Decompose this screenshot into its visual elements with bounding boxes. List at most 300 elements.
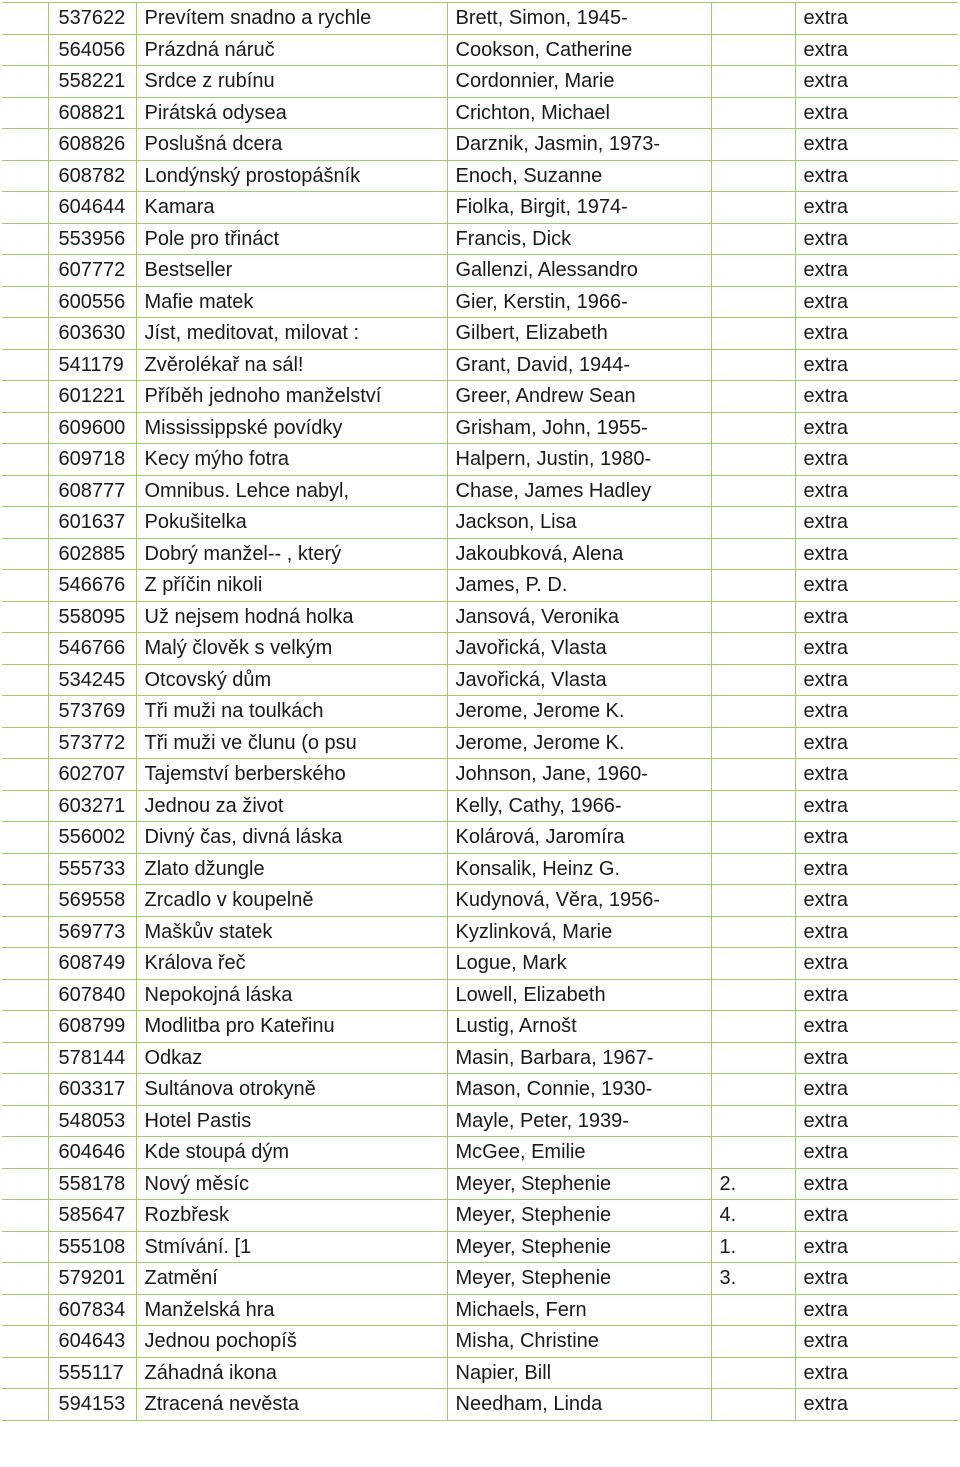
table-row xyxy=(2,444,958,476)
table-row xyxy=(2,1357,958,1389)
book-title-cell: Kamara xyxy=(136,192,447,224)
table-row xyxy=(2,1200,958,1232)
book-category-cell: extra xyxy=(795,34,958,66)
book-volume-cell xyxy=(711,1294,795,1326)
table-row xyxy=(2,3,958,35)
book-author-cell: Mayle, Peter, 1939- xyxy=(447,1105,711,1137)
book-volume-cell: 2. xyxy=(711,1168,795,1200)
row-margin-cell xyxy=(2,444,48,476)
book-id-cell: 534245 xyxy=(48,664,136,696)
row-margin-cell xyxy=(2,381,48,413)
book-id-cell: 558095 xyxy=(48,601,136,633)
book-volume-cell xyxy=(711,1011,795,1043)
book-author-cell: Jansová, Veronika xyxy=(447,601,711,633)
book-id-cell: 603317 xyxy=(48,1074,136,1106)
book-volume-cell xyxy=(711,66,795,98)
book-id-cell: 602707 xyxy=(48,759,136,791)
book-volume-cell xyxy=(711,759,795,791)
book-id-cell: 569558 xyxy=(48,885,136,917)
table-row xyxy=(2,948,958,980)
row-margin-cell xyxy=(2,507,48,539)
book-author-cell: Lowell, Elizabeth xyxy=(447,979,711,1011)
row-margin-cell xyxy=(2,129,48,161)
book-author-cell: Javořická, Vlasta xyxy=(447,664,711,696)
table-row xyxy=(2,664,958,696)
book-id-cell: 608782 xyxy=(48,160,136,192)
row-margin-cell xyxy=(2,664,48,696)
book-id-cell: 594153 xyxy=(48,1389,136,1421)
book-author-cell: Jackson, Lisa xyxy=(447,507,711,539)
row-margin-cell xyxy=(2,948,48,980)
row-margin-cell xyxy=(2,1263,48,1295)
book-category-cell: extra xyxy=(795,1200,958,1232)
book-volume-cell xyxy=(711,822,795,854)
book-title-cell: Londýnský prostopášník xyxy=(136,160,447,192)
book-category-cell: extra xyxy=(795,1326,958,1358)
table-row xyxy=(2,223,958,255)
book-title-cell: Maškův statek xyxy=(136,916,447,948)
book-title-cell: Srdce z rubínu xyxy=(136,66,447,98)
book-id-cell: 558221 xyxy=(48,66,136,98)
book-title-cell: Zvěrolékař na sál! xyxy=(136,349,447,381)
book-id-cell: 602885 xyxy=(48,538,136,570)
table-row xyxy=(2,1042,958,1074)
book-title-cell: Stmívání. [1 xyxy=(136,1231,447,1263)
book-title-cell: Poslušná dcera xyxy=(136,129,447,161)
book-author-cell: Misha, Christine xyxy=(447,1326,711,1358)
book-id-cell: 585647 xyxy=(48,1200,136,1232)
book-id-cell: 603630 xyxy=(48,318,136,350)
row-margin-cell xyxy=(2,759,48,791)
book-category-cell: extra xyxy=(795,3,958,35)
table-row xyxy=(2,1105,958,1137)
book-title-cell: Omnibus. Lehce nabyl, xyxy=(136,475,447,507)
book-category-cell: extra xyxy=(795,570,958,602)
book-volume-cell: 4. xyxy=(711,1200,795,1232)
book-volume-cell xyxy=(711,318,795,350)
book-volume-cell xyxy=(711,223,795,255)
row-margin-cell xyxy=(2,853,48,885)
book-title-cell: Zrcadlo v koupelně xyxy=(136,885,447,917)
row-margin-cell xyxy=(2,696,48,728)
book-id-cell: 603271 xyxy=(48,790,136,822)
book-volume-cell xyxy=(711,853,795,885)
book-id-cell: 555108 xyxy=(48,1231,136,1263)
table-row xyxy=(2,1168,958,1200)
table-row xyxy=(2,349,958,381)
table-row xyxy=(2,1294,958,1326)
book-author-cell: Crichton, Michael xyxy=(447,97,711,129)
book-id-cell: 569773 xyxy=(48,916,136,948)
row-margin-cell xyxy=(2,1137,48,1169)
book-author-cell: Darznik, Jasmin, 1973- xyxy=(447,129,711,161)
book-category-cell: extra xyxy=(795,696,958,728)
book-id-cell: 607840 xyxy=(48,979,136,1011)
book-title-cell: Nový měsíc xyxy=(136,1168,447,1200)
book-title-cell: Ztracená nevěsta xyxy=(136,1389,447,1421)
row-margin-cell xyxy=(2,1011,48,1043)
book-id-cell: 579201 xyxy=(48,1263,136,1295)
book-author-cell: Masin, Barbara, 1967- xyxy=(447,1042,711,1074)
book-volume-cell xyxy=(711,916,795,948)
table-row xyxy=(2,286,958,318)
book-title-cell: Kecy mýho fotra xyxy=(136,444,447,476)
row-margin-cell xyxy=(2,538,48,570)
book-id-cell: 556002 xyxy=(48,822,136,854)
row-margin-cell xyxy=(2,885,48,917)
book-volume-cell xyxy=(711,948,795,980)
row-margin-cell xyxy=(2,286,48,318)
book-author-cell: Mason, Connie, 1930- xyxy=(447,1074,711,1106)
book-category-cell: extra xyxy=(795,255,958,287)
row-margin-cell xyxy=(2,790,48,822)
book-category-cell: extra xyxy=(795,633,958,665)
book-title-cell: Jíst, meditovat, milovat : xyxy=(136,318,447,350)
book-volume-cell xyxy=(711,538,795,570)
book-category-cell: extra xyxy=(795,790,958,822)
book-category-cell: extra xyxy=(795,1389,958,1421)
book-volume-cell xyxy=(711,160,795,192)
book-author-cell: Enoch, Suzanne xyxy=(447,160,711,192)
book-id-cell: 573769 xyxy=(48,696,136,728)
book-title-cell: Mississippské povídky xyxy=(136,412,447,444)
book-id-cell: 607834 xyxy=(48,1294,136,1326)
book-volume-cell xyxy=(711,1042,795,1074)
row-margin-cell xyxy=(2,1168,48,1200)
row-margin-cell xyxy=(2,66,48,98)
table-row xyxy=(2,66,958,98)
table-row xyxy=(2,696,958,728)
book-volume-cell xyxy=(711,192,795,224)
book-category-cell: extra xyxy=(795,286,958,318)
book-title-cell: Jednou za život xyxy=(136,790,447,822)
book-volume-cell xyxy=(711,349,795,381)
book-category-cell: extra xyxy=(795,507,958,539)
book-title-cell: Dobrý manžel-- , který xyxy=(136,538,447,570)
book-category-cell: extra xyxy=(795,66,958,98)
book-category-cell: extra xyxy=(795,853,958,885)
book-author-cell: Halpern, Justin, 1980- xyxy=(447,444,711,476)
row-margin-cell xyxy=(2,192,48,224)
book-volume-cell xyxy=(711,885,795,917)
book-id-cell: 604644 xyxy=(48,192,136,224)
book-author-cell: Cookson, Catherine xyxy=(447,34,711,66)
row-margin-cell xyxy=(2,1389,48,1421)
table-row xyxy=(2,97,958,129)
book-author-cell: Gallenzi, Alessandro xyxy=(447,255,711,287)
row-margin-cell xyxy=(2,97,48,129)
row-margin-cell xyxy=(2,633,48,665)
book-title-cell: Odkaz xyxy=(136,1042,447,1074)
book-category-cell: extra xyxy=(795,412,958,444)
table-row xyxy=(2,412,958,444)
book-author-cell: Logue, Mark xyxy=(447,948,711,980)
book-id-cell: 608799 xyxy=(48,1011,136,1043)
book-catalog-table xyxy=(2,2,958,1421)
book-author-cell: Gier, Kerstin, 1966- xyxy=(447,286,711,318)
book-id-cell: 609600 xyxy=(48,412,136,444)
book-title-cell: Pokušitelka xyxy=(136,507,447,539)
book-id-cell: 608749 xyxy=(48,948,136,980)
book-author-cell: Lustig, Arnošt xyxy=(447,1011,711,1043)
book-id-cell: 553956 xyxy=(48,223,136,255)
row-margin-cell xyxy=(2,1231,48,1263)
book-category-cell: extra xyxy=(795,1105,958,1137)
row-margin-cell xyxy=(2,1105,48,1137)
book-id-cell: 546676 xyxy=(48,570,136,602)
book-title-cell: Sultánova otrokyně xyxy=(136,1074,447,1106)
book-title-cell: Kde stoupá dým xyxy=(136,1137,447,1169)
book-author-cell: Michaels, Fern xyxy=(447,1294,711,1326)
book-id-cell: 573772 xyxy=(48,727,136,759)
book-volume-cell xyxy=(711,1105,795,1137)
table-row xyxy=(2,160,958,192)
book-category-cell: extra xyxy=(795,475,958,507)
table-row xyxy=(2,1137,958,1169)
book-title-cell: Manželská hra xyxy=(136,1294,447,1326)
row-margin-cell xyxy=(2,916,48,948)
book-volume-cell xyxy=(711,34,795,66)
book-title-cell: Nepokojná láska xyxy=(136,979,447,1011)
book-title-cell: Pirátská odysea xyxy=(136,97,447,129)
book-category-cell: extra xyxy=(795,223,958,255)
book-volume-cell xyxy=(711,97,795,129)
book-category-cell: extra xyxy=(795,759,958,791)
book-title-cell: Prevítem snadno a rychle xyxy=(136,3,447,35)
book-author-cell: Grant, David, 1944- xyxy=(447,349,711,381)
row-margin-cell xyxy=(2,1294,48,1326)
table-row xyxy=(2,129,958,161)
row-margin-cell xyxy=(2,1326,48,1358)
book-category-cell: extra xyxy=(795,601,958,633)
table-row xyxy=(2,1326,958,1358)
book-category-cell: extra xyxy=(795,1011,958,1043)
catalog-sheet xyxy=(2,2,958,1421)
book-volume-cell xyxy=(711,1357,795,1389)
book-id-cell: 564056 xyxy=(48,34,136,66)
book-volume-cell xyxy=(711,255,795,287)
book-id-cell: 600556 xyxy=(48,286,136,318)
book-volume-cell xyxy=(711,1137,795,1169)
table-row xyxy=(2,759,958,791)
row-margin-cell xyxy=(2,822,48,854)
book-volume-cell xyxy=(711,475,795,507)
book-title-cell: Už nejsem hodná holka xyxy=(136,601,447,633)
book-title-cell: Zatmění xyxy=(136,1263,447,1295)
book-category-cell: extra xyxy=(795,160,958,192)
table-row xyxy=(2,1074,958,1106)
book-id-cell: 608826 xyxy=(48,129,136,161)
book-id-cell: 537622 xyxy=(48,3,136,35)
book-author-cell: Fiolka, Birgit, 1974- xyxy=(447,192,711,224)
book-author-cell: Greer, Andrew Sean xyxy=(447,381,711,413)
table-row xyxy=(2,475,958,507)
row-margin-cell xyxy=(2,1042,48,1074)
book-volume-cell xyxy=(711,412,795,444)
table-row xyxy=(2,507,958,539)
table-row xyxy=(2,979,958,1011)
table-row xyxy=(2,790,958,822)
book-author-cell: Francis, Dick xyxy=(447,223,711,255)
book-category-cell: extra xyxy=(795,727,958,759)
table-row xyxy=(2,1389,958,1421)
book-category-cell: extra xyxy=(795,1074,958,1106)
book-author-cell: Johnson, Jane, 1960- xyxy=(447,759,711,791)
book-author-cell: Cordonnier, Marie xyxy=(447,66,711,98)
book-id-cell: 578144 xyxy=(48,1042,136,1074)
book-category-cell: extra xyxy=(795,1357,958,1389)
book-id-cell: 546766 xyxy=(48,633,136,665)
book-volume-cell xyxy=(711,727,795,759)
table-row xyxy=(2,192,958,224)
book-author-cell: Meyer, Stephenie xyxy=(447,1263,711,1295)
row-margin-cell xyxy=(2,160,48,192)
book-category-cell: extra xyxy=(795,1263,958,1295)
book-volume-cell xyxy=(711,1326,795,1358)
book-volume-cell xyxy=(711,1074,795,1106)
book-category-cell: extra xyxy=(795,444,958,476)
book-author-cell: Meyer, Stephenie xyxy=(447,1168,711,1200)
table-row xyxy=(2,853,958,885)
book-title-cell: Mafie matek xyxy=(136,286,447,318)
row-margin-cell xyxy=(2,223,48,255)
table-row xyxy=(2,255,958,287)
book-author-cell: James, P. D. xyxy=(447,570,711,602)
book-title-cell: Malý člověk s velkým xyxy=(136,633,447,665)
catalog-body xyxy=(2,3,958,1421)
book-author-cell: Meyer, Stephenie xyxy=(447,1200,711,1232)
book-author-cell: Jerome, Jerome K. xyxy=(447,727,711,759)
book-volume-cell xyxy=(711,444,795,476)
book-volume-cell xyxy=(711,507,795,539)
book-author-cell: Konsalik, Heinz G. xyxy=(447,853,711,885)
book-id-cell: 555117 xyxy=(48,1357,136,1389)
book-author-cell: Jakoubková, Alena xyxy=(447,538,711,570)
book-category-cell: extra xyxy=(795,916,958,948)
table-row xyxy=(2,727,958,759)
book-id-cell: 608777 xyxy=(48,475,136,507)
book-title-cell: Příběh jednoho manželství xyxy=(136,381,447,413)
table-row xyxy=(2,1263,958,1295)
row-margin-cell xyxy=(2,1357,48,1389)
book-category-cell: extra xyxy=(795,129,958,161)
row-margin-cell xyxy=(2,255,48,287)
book-title-cell: Tři muži ve člunu (o psu xyxy=(136,727,447,759)
book-title-cell: Rozbřesk xyxy=(136,1200,447,1232)
table-row xyxy=(2,570,958,602)
book-volume-cell xyxy=(711,664,795,696)
book-id-cell: 541179 xyxy=(48,349,136,381)
table-row xyxy=(2,822,958,854)
book-volume-cell xyxy=(711,601,795,633)
book-title-cell: Z příčin nikoli xyxy=(136,570,447,602)
book-category-cell: extra xyxy=(795,1168,958,1200)
book-category-cell: extra xyxy=(795,381,958,413)
row-margin-cell xyxy=(2,1200,48,1232)
table-row xyxy=(2,318,958,350)
row-margin-cell xyxy=(2,727,48,759)
book-id-cell: 604646 xyxy=(48,1137,136,1169)
row-margin-cell xyxy=(2,1074,48,1106)
row-margin-cell xyxy=(2,34,48,66)
book-title-cell: Zlato džungle xyxy=(136,853,447,885)
book-category-cell: extra xyxy=(795,979,958,1011)
book-author-cell: Kyzlinková, Marie xyxy=(447,916,711,948)
book-title-cell: Tři muži na toulkách xyxy=(136,696,447,728)
book-author-cell: Chase, James Hadley xyxy=(447,475,711,507)
book-author-cell: McGee, Emilie xyxy=(447,1137,711,1169)
book-title-cell: Tajemství berberského xyxy=(136,759,447,791)
book-category-cell: extra xyxy=(795,97,958,129)
row-margin-cell xyxy=(2,601,48,633)
book-title-cell: Modlitba pro Kateřinu xyxy=(136,1011,447,1043)
table-row xyxy=(2,916,958,948)
table-row xyxy=(2,885,958,917)
row-margin-cell xyxy=(2,570,48,602)
book-volume-cell: 1. xyxy=(711,1231,795,1263)
book-volume-cell xyxy=(711,633,795,665)
row-margin-cell xyxy=(2,475,48,507)
book-id-cell: 607772 xyxy=(48,255,136,287)
book-category-cell: extra xyxy=(795,1137,958,1169)
book-author-cell: Gilbert, Elizabeth xyxy=(447,318,711,350)
book-volume-cell xyxy=(711,381,795,413)
book-title-cell: Bestseller xyxy=(136,255,447,287)
book-volume-cell xyxy=(711,570,795,602)
book-title-cell: Králova řeč xyxy=(136,948,447,980)
book-author-cell: Grisham, John, 1955- xyxy=(447,412,711,444)
book-category-cell: extra xyxy=(795,664,958,696)
book-id-cell: 609718 xyxy=(48,444,136,476)
book-id-cell: 601637 xyxy=(48,507,136,539)
book-author-cell: Needham, Linda xyxy=(447,1389,711,1421)
book-author-cell: Meyer, Stephenie xyxy=(447,1231,711,1263)
book-volume-cell xyxy=(711,286,795,318)
book-volume-cell xyxy=(711,696,795,728)
row-margin-cell xyxy=(2,412,48,444)
book-id-cell: 608821 xyxy=(48,97,136,129)
book-id-cell: 558178 xyxy=(48,1168,136,1200)
book-category-cell: extra xyxy=(795,1231,958,1263)
book-author-cell: Brett, Simon, 1945- xyxy=(447,3,711,35)
book-author-cell: Javořická, Vlasta xyxy=(447,633,711,665)
book-author-cell: Napier, Bill xyxy=(447,1357,711,1389)
book-category-cell: extra xyxy=(795,349,958,381)
table-row xyxy=(2,1011,958,1043)
book-id-cell: 601221 xyxy=(48,381,136,413)
book-category-cell: extra xyxy=(795,885,958,917)
book-title-cell: Divný čas, divná láska xyxy=(136,822,447,854)
book-id-cell: 604643 xyxy=(48,1326,136,1358)
book-title-cell: Záhadná ikona xyxy=(136,1357,447,1389)
book-category-cell: extra xyxy=(795,538,958,570)
book-author-cell: Kelly, Cathy, 1966- xyxy=(447,790,711,822)
book-category-cell: extra xyxy=(795,192,958,224)
book-volume-cell xyxy=(711,3,795,35)
book-author-cell: Kudynová, Věra, 1956- xyxy=(447,885,711,917)
book-author-cell: Jerome, Jerome K. xyxy=(447,696,711,728)
book-category-cell: extra xyxy=(795,318,958,350)
book-id-cell: 548053 xyxy=(48,1105,136,1137)
book-category-cell: extra xyxy=(795,1042,958,1074)
book-title-cell: Pole pro třináct xyxy=(136,223,447,255)
book-volume-cell: 3. xyxy=(711,1263,795,1295)
book-id-cell: 555733 xyxy=(48,853,136,885)
book-title-cell: Jednou pochopíš xyxy=(136,1326,447,1358)
row-margin-cell xyxy=(2,3,48,35)
book-category-cell: extra xyxy=(795,948,958,980)
book-volume-cell xyxy=(711,790,795,822)
